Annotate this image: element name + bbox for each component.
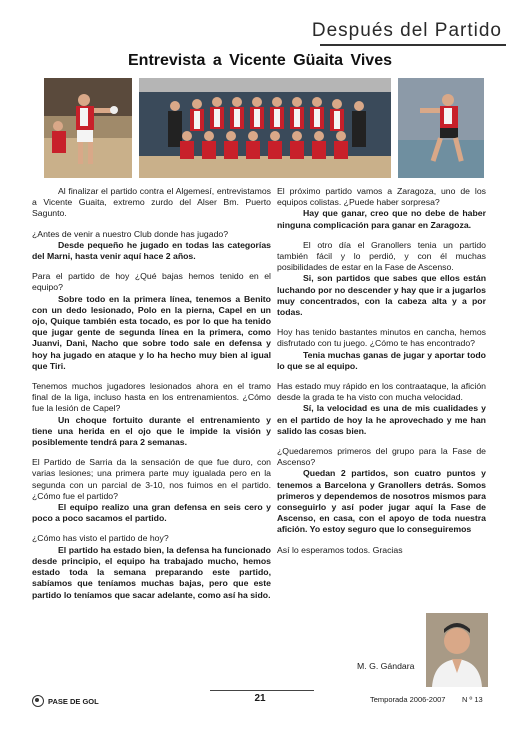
article-headline: Entrevista a Vicente Güaita Vives [128, 52, 392, 69]
action-photo-left [44, 78, 132, 178]
question-7: El otro día el Granollers tenia un partido también fácil y lo perdió, y con él muchas posibilidades de estar en la Fase de Ascenso. [277, 239, 486, 273]
question-2: Para el partido de hoy ¿Qué bajas hemos tenido en el equipo? [32, 271, 271, 293]
logo-text: PASE DE GOL [48, 696, 99, 706]
question-9: Has estado muy rápido en los contraataque, la afición desde la grada te ha visto con mucha velocidad. [277, 381, 486, 403]
right-column [277, 186, 486, 565]
answer-10: Quedan 2 partidos, son cuatro puntos y tenemos a Barcelona y Granollers detrás. Somos primeros y dependemos de nosotros mismos para conseguirlo y así poder jugar aquí la Fase de Ascenso, en casa, con el apoyo de toda nuestra afición. Yo estoy seguro que lo conseguiremos [277, 468, 486, 535]
question-5: ¿Cómo has visto el partido de hoy? [32, 533, 169, 544]
footer-divider [210, 690, 314, 691]
question-8: Hoy has tenido bastantes minutos en cancha, hemos disfrutado con tu juego. ¿Cómo te has encontrado? [277, 327, 486, 349]
season-label: Temporada 2006-2007 [370, 695, 446, 704]
answer-8: Tenia muchas ganas de jugar y aportar todo lo que se al equipo. [277, 349, 486, 371]
page-number: 21 [254, 693, 266, 704]
answer-7: Si, son partidos que sabes que ellos están luchando por no descender y hay que ir a jugarlos muy concentrados, con la cabeza alta y a por todas. [277, 273, 486, 318]
answer-3: Un choque fortuito durante el entrenamiento y tiene una herida en el ojo que le impide la visión y posiblemente tendrá para 2 semanas. [32, 414, 271, 448]
answer-6: Hay que ganar, creo que no debe de haber ninguna complicación para ganar en Zaragoza. [277, 208, 486, 230]
intro-paragraph: Al finalizar el partido contra el Algemesí, entrevistamos a Vicente Guaita, extremo zurdo del Alser Bm. Puerto Sagunto. [32, 186, 271, 219]
answer-4: El equipo realizo una gran defensa en seis cero y poco a poco sacamos el partido. [32, 502, 271, 524]
answer-2: Sobre todo en la primera línea, tenemos a Benito con un dedo lesionado, Polo en la pierna, Capel en un ojo, Quique también esta tocado, es por lo que ha tenido que jugar gente de segunda línea en la primera, como Juanvi, Dani, Nacho que sobre todo sale en defensa y hoy ha jugado en ataque y lo ha hecho muy bien al igual que Tiri. [32, 293, 271, 371]
question-3: Tenemos muchos jugadores lesionados ahora en el tramo final de la liga, incluso hasta en los entrenamientos. ¿Cómo fue la lesión de Capel? [32, 381, 271, 414]
issue-number: N º 13 [462, 695, 483, 704]
question-10: ¿Quedaremos primeros del grupo para la Fase de Ascenso? [277, 446, 486, 468]
answer-1: Desde pequeño he jugado en todas las categorías del Marni, hasta venir aquí hace 2 años. [32, 239, 271, 262]
left-column [32, 186, 271, 610]
author-photo [426, 613, 488, 687]
section-title: Después del Partido [311, 20, 502, 41]
answer-9: Sí, la velocidad es una de mis cualidades y en el partido de hoy la he aprovechado y me han salido las cosas bien. [277, 403, 486, 436]
action-photo-right [398, 78, 484, 178]
question-1: ¿Antes de venir a nuestro Club donde has jugado? [32, 228, 229, 239]
author-signature: M. G. Gándara [357, 661, 415, 671]
question-6: El próximo partido vamos a Zaragoza, uno de los equipos colistas. ¿Puede haber sorpresa? [277, 186, 486, 208]
answer-5: El partido ha estado bien, la defensa ha funcionado desde principio, el equipo ha trabajado mucho, hemos estado toda la semana preparando este partido, sabíamos que teníamos muchas bajas, pero que este partido lo teníamos que sacar adelante, como así ha sido. [32, 544, 271, 600]
question-4: El Partido de Sarria da la sensación de que fue duro, con varias lesiones; una primera parte muy igualada pero en la segunda con un parcial de 3-10, nos fuimos en el partido. ¿Cómo fue el partido? [32, 457, 271, 501]
section-divider [320, 44, 506, 46]
team-photo [139, 78, 391, 178]
closing-line: Así lo esperamos todos. Gracias [277, 544, 403, 555]
